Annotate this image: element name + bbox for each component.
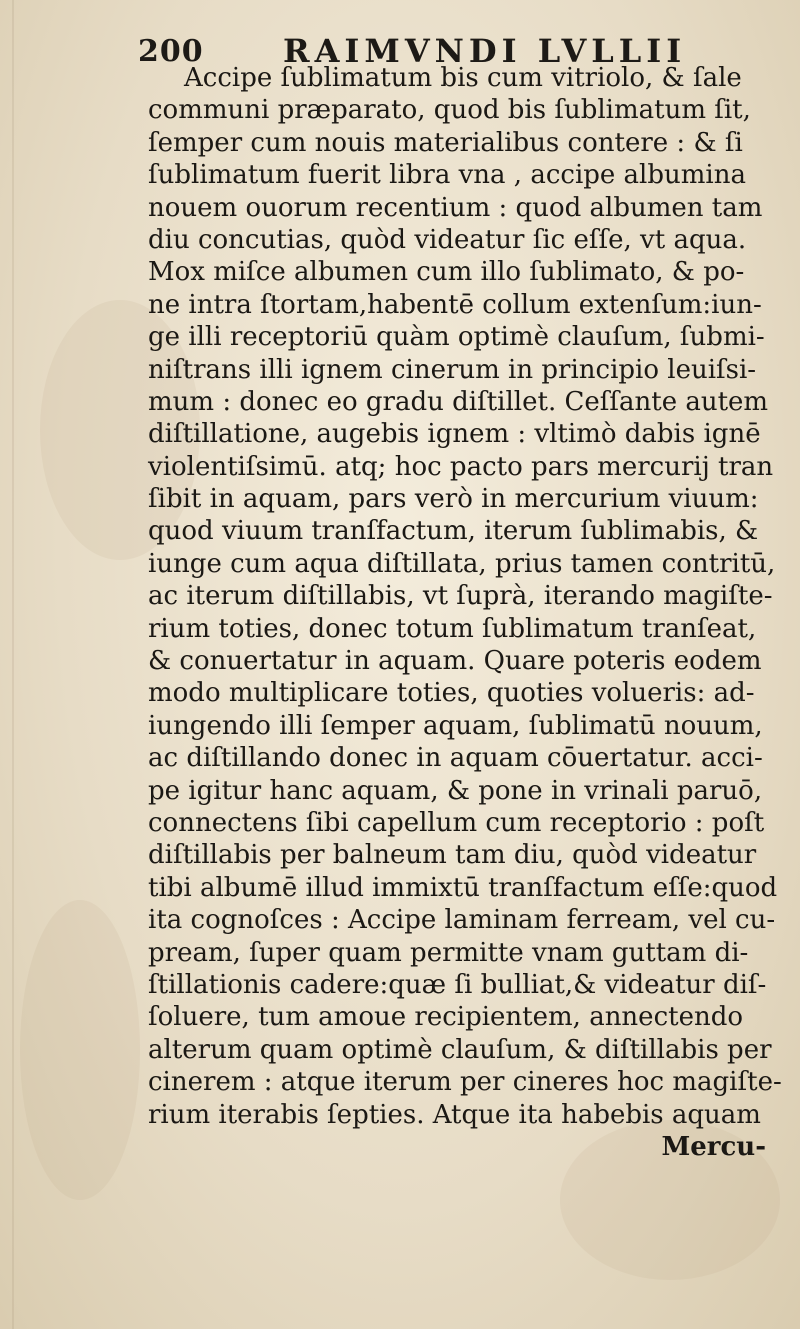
text-line: ita cognoſces : Accipe laminam ferream, vel cu- <box>148 905 776 936</box>
text-line: quod viuum tranſfactum, iterum ſublimabis, & <box>148 516 759 547</box>
text-line: ge illi receptoriū quàm optimè clauſum, ſubmi- <box>148 322 765 353</box>
catchword: Mercu- <box>661 1131 766 1162</box>
text-line: ſemper cum nouis materialibus contere : & ſi <box>148 127 743 158</box>
running-head: RAIMVNDI LVLLII <box>283 32 687 70</box>
text-line: rium toties, donec totum ſublimatum tranſeat, <box>148 613 757 644</box>
text-line: cinerem : atque iterum per cineres hoc magiſte- <box>148 1067 782 1098</box>
text-line: diſtillatione, augebis ignem : vltimò dabis ignē <box>148 419 761 450</box>
text-line: ſublimatum fuerit libra vna , accipe albumina <box>148 160 746 191</box>
text-line: ſoluere, tum amoue recipientem, annectendo <box>148 1002 744 1033</box>
text-line: niſtrans illi ignem cinerum in principio leuiſsi- <box>148 354 757 385</box>
text-line: diu concutias, quòd videatur ſic eſſe, vt aqua. <box>148 224 747 255</box>
text-line: modo multiplicare toties, quoties volueris: ad- <box>148 678 755 709</box>
text-line: pream, ſuper quam permitte vnam guttam di- <box>148 937 749 968</box>
text-line: ac iterum diſtillabis, vt ſuprà, iterando magiſte- <box>148 581 773 612</box>
text-line: alterum quam optimè clauſum, & diſtillabis per <box>148 1034 772 1065</box>
text-line: violentiſsimū. atq; hoc pacto pars mercurij tran <box>148 451 774 482</box>
text-line: iungendo illi ſemper aquam, ſublimatū nouum, <box>148 710 763 741</box>
text-line: mum : donec eo gradu diſtillet. Ceſſante autem <box>148 386 769 417</box>
text-line: ac diſtillando donec in aquam cōuertatur. acci- <box>148 743 763 774</box>
text-line: Mox miſce albumen cum illo ſublimato, & po- <box>148 257 745 288</box>
text-line: pe igitur hanc aquam, & pone in vrinali paruō, <box>148 775 763 806</box>
text-line: nouem ouorum recentium : quod albumen tam <box>148 192 763 223</box>
text-line: communi præparato, quod bis ſublimatum ſit, <box>148 95 751 126</box>
body-text <box>148 62 788 1163</box>
text-line: ne intra ſtortam,habentē collum extenſum:iun- <box>148 289 762 320</box>
text-line: ſibit in aquam, pars verò in mercurium viuum: <box>148 484 759 515</box>
paper-stain <box>20 900 140 1200</box>
page-number: 200 <box>138 34 204 69</box>
text-line: ſtillationis cadere:quæ ſi bulliat,& videatur diſ- <box>148 969 767 1000</box>
text-line: Accipe ſublimatum bis cum vitriolo, & ſale <box>184 63 742 93</box>
text-line: & conuertatur in aquam. Quare poteris eodem <box>148 646 762 677</box>
text-line: diſtillabis per balneum tam diu, quòd videatur <box>148 840 757 871</box>
text-line: tibi albumē illud immixtū tranſfactum eſſe:quod <box>148 872 778 903</box>
page-fold <box>12 0 14 1329</box>
text-line: rium iterabis ſepties. Atque ita habebis aquam <box>148 1099 761 1130</box>
text-line: iunge cum aqua diſtillata, prius tamen contritū, <box>148 548 776 579</box>
text-line: connectens ſibi capellum cum receptorio : poſt <box>148 807 765 838</box>
